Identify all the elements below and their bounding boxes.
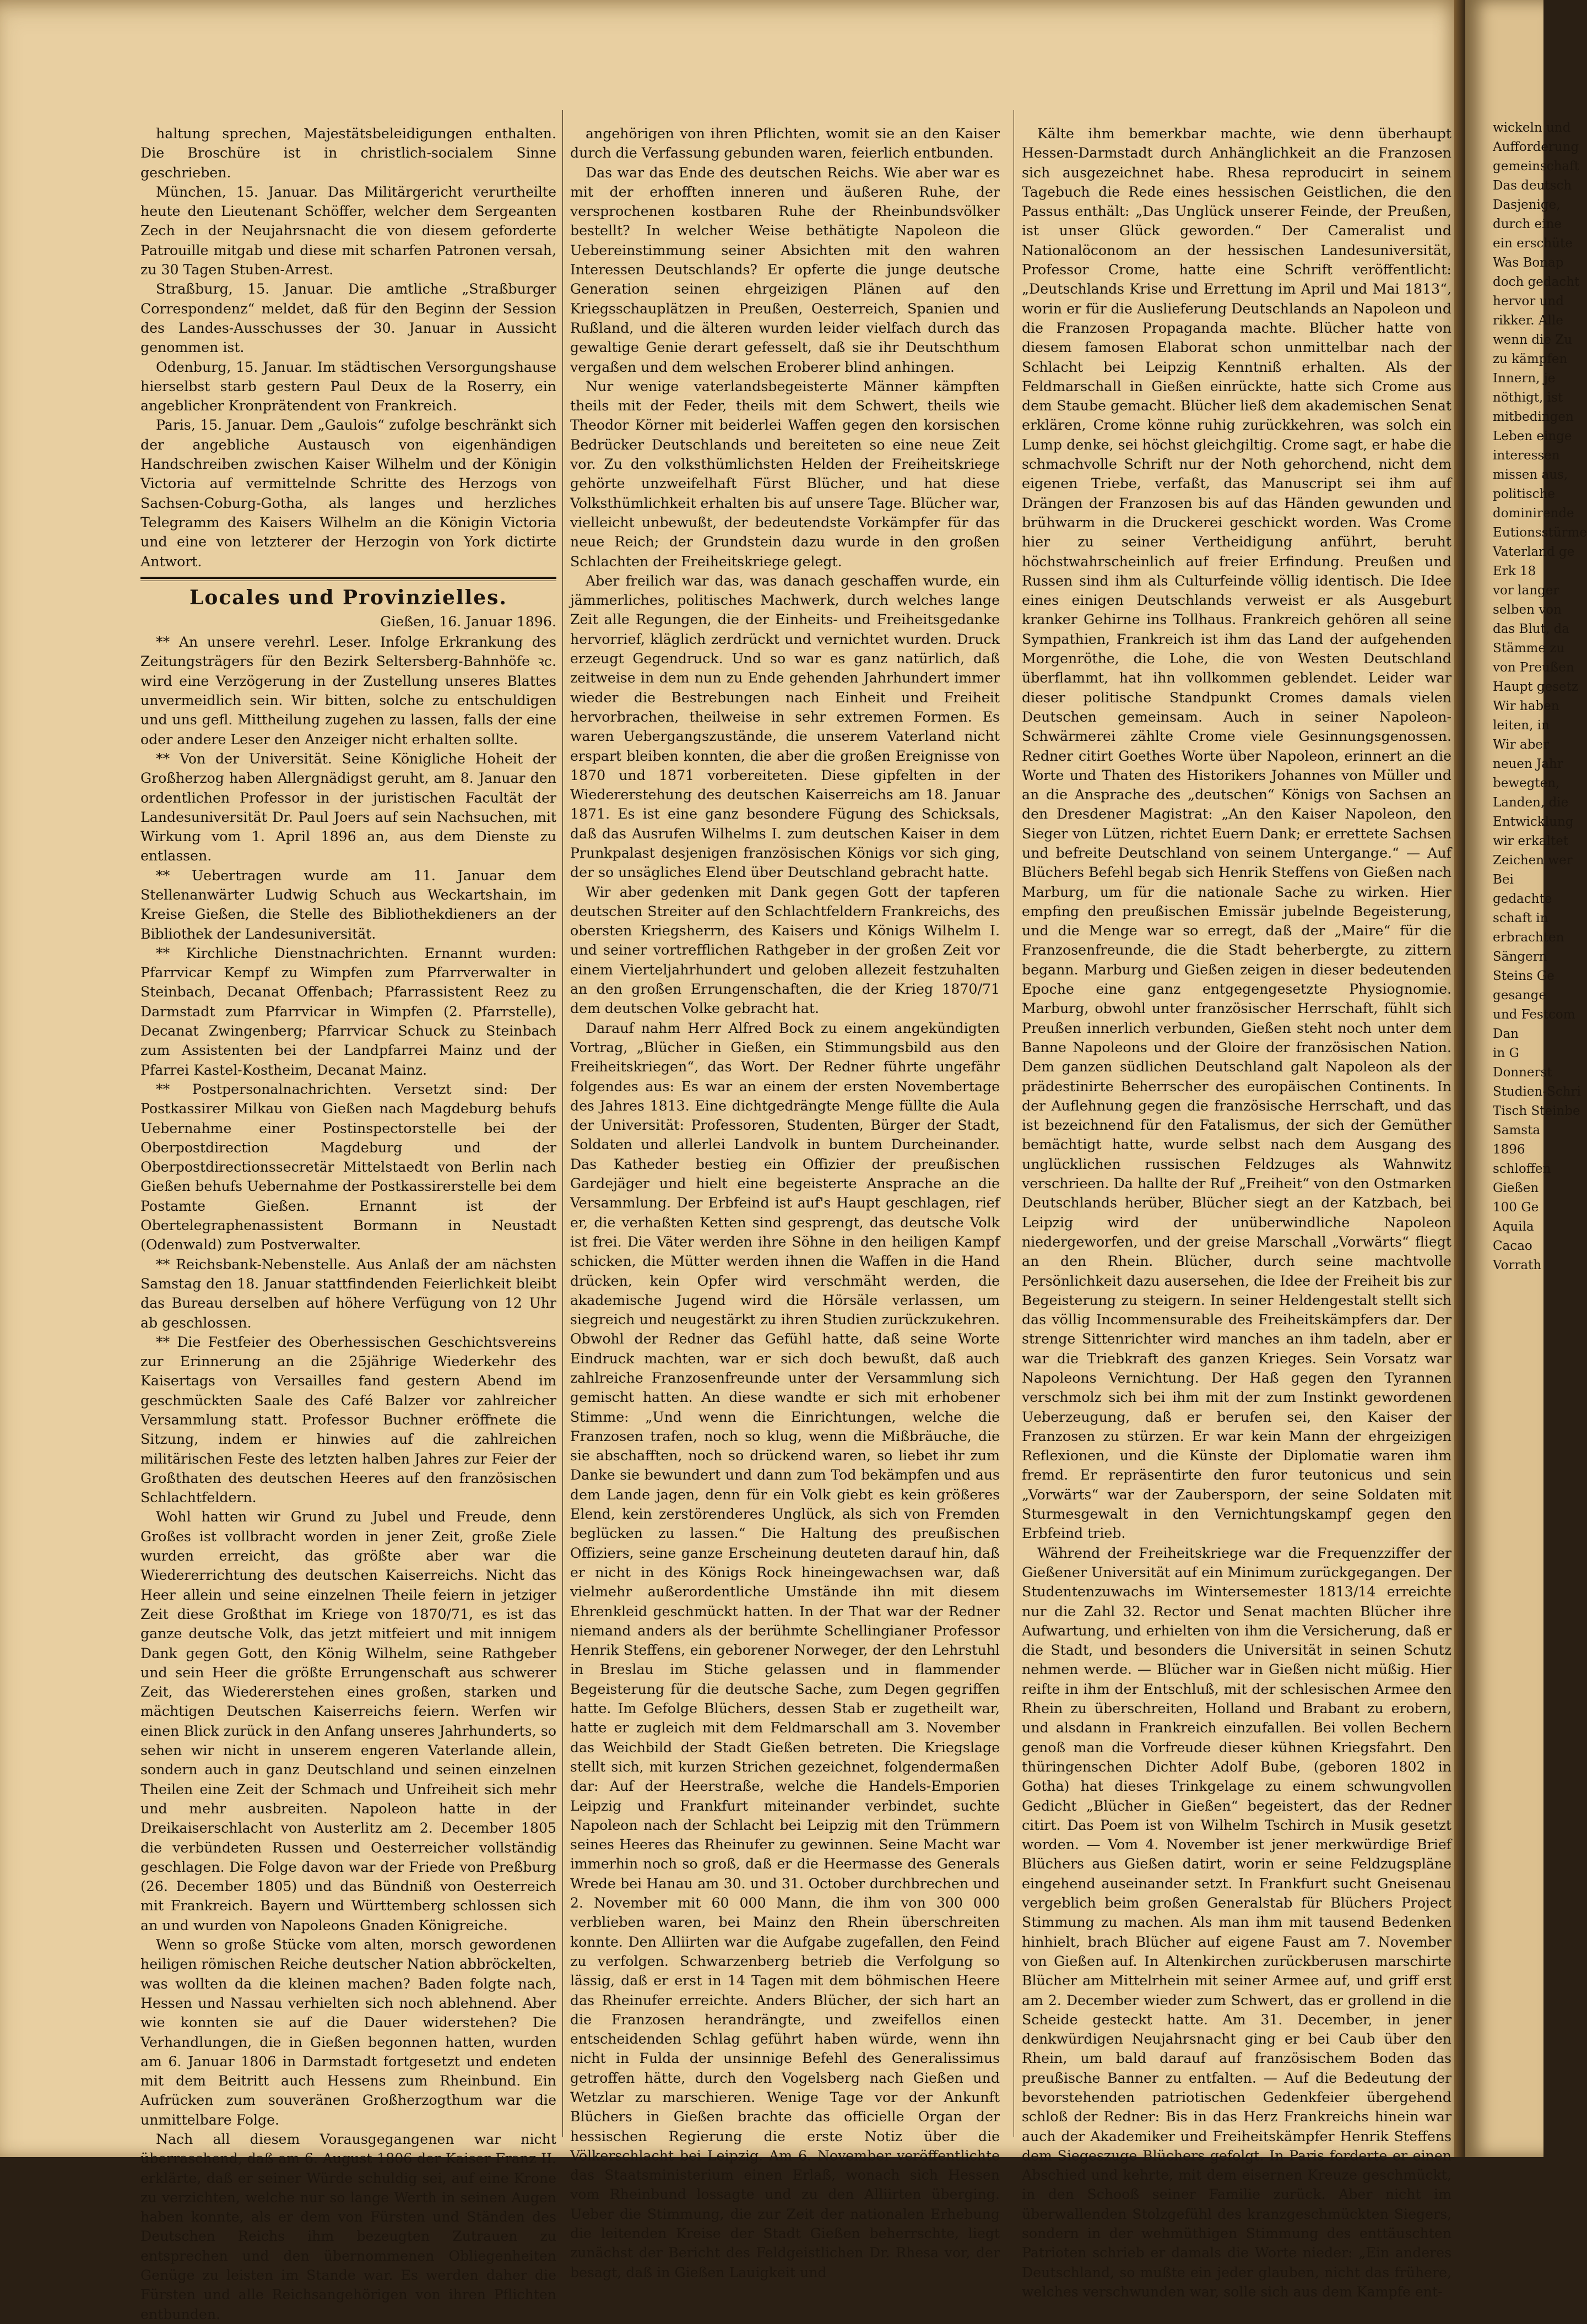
adjacent-page-fragment: und Festcom	[1493, 1007, 1575, 1022]
paragraph: Straßburg, 15. Januar. Die amtliche „Straßburger Correspondenz“ meldet, daß für den Beginn der Session des Landes-Ausschusses der 30. Januar in Aussicht genommen ist.	[140, 281, 556, 356]
adjacent-page-fragment: durch eine	[1493, 217, 1562, 231]
adjacent-page-fragment: in G	[1493, 1046, 1519, 1060]
adjacent-page-fragment: gesange	[1493, 988, 1546, 1003]
adjacent-page-fragment: 1896	[1493, 1142, 1525, 1157]
paragraph: Wir aber gedenken mit Dank gegen Gott der tapferen deutschen Streiter auf den Schlachtfeldern Frankreichs, des obersten Kriegsherrn, des Kaisers und Königs Wilhelm I. und seiner vortrefflichen Rathgeber in der großen Zeit vor einem Vierteljahrhundert und geloben allezeit festzuhalten an den großen Errungenschaften, die der Krieg 1870/71 dem deutschen Volke gebracht hat.	[570, 884, 1000, 1017]
adjacent-page-fragment: Haupt gesetz	[1493, 680, 1578, 694]
paragraph: Darauf nahm Herr Alfred Bock zu einem angekündigten Vortrag, „Blücher in Gießen, ein Stimmungsbild aus den Freiheitskriegen“, das Wort. Der Redner führte ungefähr folgendes aus: Es war an einem der ersten Novembertage des Jahres 1813. Eine dichtgedrängte Menge füllte die Aula der Universität: Professoren, Studenten, Bürger der Stadt, Soldaten und allerlei Landvolk in buntem Durcheinander. Das Katheder bestieg ein Offizier der preußischen Gardejäger und hielt eine begeisterte Ansprache an die Versammlung. Der Erbfeind ist auf's Haupt geschlagen, rief er, die verhaßten Ketten sind gesprengt, das deutsche Volk ist frei. Die Väter werden ihre Söhne in den heiligen Kampf schicken, die Mütter werden ihnen die Waffen in die Hand drücken, kein Opfer wird verschmäht werden, die akademische Jugend wird die Hörsäle verlassen, um siegreich und neugestärkt zu ihren Studien zurückzukehren. Obwohl der Redner das Gefühl hatte, daß seine Worte Eindruck machten, war er sich doch bewußt, daß auch zahlreiche Franzosenfreunde unter der Versammlung sich gemischt hatten. An diese wandte er sich mit erhobener Stimme: „Und wenn die Einrichtungen, welche die Franzosen trafen, noch so klug, wenn die Mißbräuche, die sie abschafften, noch so drückend waren, so liebet ihr zum Danke sie bewundert und dann zum Tod bekämpfen und aus dem Lande jagen, denn für ein Volk giebt es kein größeres Elend, kein zerstörenderes Unglück, als sich von Fremden beglücken zu lassen.“ Die Haltung des preußischen Offiziers, seine ganze Erscheinung deuteten darauf hin, daß er nicht in des Königs Rock hineingewachsen war, daß vielmehr außerordentliche Umstände ihn mit diesem Ehrenkleid geschmückt hatten. In der That war der Redner niemand anders als der berühmte Schellingianer Professor Henrik Steffens, ein geborener Norweger, der den Lehrstuhl in Breslau im Stiche gelassen und in flammender Begeisterung für die deutsche Sache, zum Degen gegriffen hatte. Im Gefolge Blüchers, dessen Stab er zugetheilt war, hatte er zugleich mit dem Feldmarschall am 3. November das Weichbild der Stadt Gießen betreten. Die Kriegslage stellt sich, mit kurzen Strichen gezeichnet, folgendermaßen dar: Auf der Heerstraße, welche die Handels-Emporien Leipzig und Frankfurt miteinander verbindet, suchte Napoleon nach der Schlacht bei Leipzig mit den Trümmern seines Heeres das Rheinufer zu gewinnen. Seine Macht war immerhin noch so groß, daß er die Heermasse des Generals Wrede bei Hanau am 30. und 31. October durchbrechen und 2. November mit 60 000 Mann, die ihm von 300 000 verblieben waren, bei Mainz den Rhein überschreiten konnte. Den Alliirten war die Aufgabe zugefallen, den Feind zu verfolgen. Schwarzenberg betrieb die Verfolgung so lässig, daß er erst in 14 Tagen mit dem böhmischen Heere das Rheinufer erreichte. Anders Blücher, der sich hart an die Franzosen herandrängte, und zweifellos einen entscheidenden Schlag geführt haben würde, wenn ihn nicht in Fulda der unsinnige Befehl des Generalissimus getroffen hätte, durch den Vogelsberg nach Gießen und Wetzlar zu marschieren. Wenige Tage vor der Ankunft Blüchers in Gießen brachte das officielle Organ der hessischen Regierung die erste Notiz über die Völkerschlacht bei Leipzig. Am 6. November veröffentlichte das Staatsministerium einen Erlaß, wonach sich Hessen vom Rheinbund lossagte und zu den Alliirten überging. Ueber die Stimmung, die zur Zeit der nationalen Erhebung die leitenden Kreise der Stadt Gießen beherrschte, liegt zunächst der Bericht des Feldgeistlichen Dr. Rhesa vor, der besagt, daß in Gießen Lauigkeit und	[570, 1020, 1000, 2280]
paragraph: Aber freilich war das, was danach geschaffen wurde, ein jämmerliches, politisches Machwerk, durch welches lange Zeit alle Regungen, die der Einheits- und Freiheitsgedanke hervorrief, kläglich zerdrückt und vernichtet wurden. Druck erzeugt Gegendruck. Und so war es ganz natürlich, daß zeitweise in dem nun zu Ende gehenden Jahrhundert immer wieder die Bestrebungen nach Einheit und Freiheit hervorbrachen, theilweise in sehr extremen Formen. Es waren Uebergangszustände, die unserem Vaterland nicht erspart bleiben konnten, die aber die großen Ereignisse von 1870 und 1871 vorbereiteten. Diese gipfelten in der Wiedererstehung des deutschen Kaiserreichs am 18. Januar 1871. Es ist eine ganz besondere Fügung des Schicksals, daß das Ausrufen Wilhelms I. zum deutschen Kaiser in dem Prunkpalast desjenigen französischen Königs vor sich ging, der so unsägliches Elend über Deutschland gebracht hatte.	[570, 572, 1000, 881]
adjacent-page-fragment: Innern, je	[1493, 371, 1556, 386]
adjacent-page-fragment: mitbedingen	[1493, 410, 1574, 424]
adjacent-page-fragment: Das deutsch	[1493, 178, 1572, 193]
paragraph: ** Kirchliche Dienstnachrichten. Ernannt wurden: Pfarrvicar Kempf zu Wimpfen zum Pfarrverwalter in Steinbach, Decanat Offenbach; Pfarrassistent Reez zu Darmstadt zum Pfarrvicar in Wimpfen (2. Pfarrstelle), Decanat Zwingenberg; Pfarrvicar Schuck zu Steinbach zum Assistenten bei der Landpfarrei Mainz und der Pfarrei Kastel-Kostheim, Decanat Mainz.	[140, 945, 556, 1078]
column-1-news-items	[140, 124, 556, 571]
adjacent-page-fragment: wenn die Zu	[1493, 333, 1573, 347]
paragraph: ** Postpersonalnachrichten. Versetzt sind: Der Postkassirer Milkau von Gießen nach Magdeburg behufs Uebernahme einer Postinspectorstelle bei der Oberpostdirection Magdeburg und der Oberpostdirectionssecretär Mittelstaedt von Berlin nach Gießen behufs Uebernahme der Postkassirerstelle bei dem Postamte Gießen. Ernannt ist der Obertelegraphenassistent Bormann in Neustadt (Odenwald) zum Postverwalter.	[140, 1081, 556, 1253]
adjacent-page-fragment: Landen, die	[1493, 795, 1569, 810]
adjacent-page-fragment: Zeichen wer	[1493, 853, 1573, 868]
adjacent-page-fragment: Cacao	[1493, 1239, 1532, 1253]
adjacent-page-fragment: Tisch Steinbe	[1493, 1104, 1580, 1118]
paragraph: ** Uebertragen wurde am 11. Januar dem Stellenanwärter Ludwig Schuch aus Weckartshain, im Kreise Gießen, die Stelle des Bibliothekdieners an der Bibliothek der Landesuniversität.	[140, 867, 556, 942]
adjacent-page-fragment: Aquila	[1493, 1220, 1534, 1234]
adjacent-page-fragment: nöthigt, ist	[1493, 391, 1563, 405]
column-2	[570, 124, 1000, 2280]
adjacent-page-fragment: Vaterland ge	[1493, 545, 1575, 559]
column-2-article	[570, 124, 1000, 2282]
adjacent-page-fragment: Studien-Schri	[1493, 1085, 1581, 1099]
adjacent-page-fragment: gemeinschaft	[1493, 159, 1579, 174]
adjacent-page-fragment: ein erschüte	[1493, 236, 1573, 251]
adjacent-page-fragment: das Blut, da	[1493, 622, 1569, 636]
adjacent-page-fragment: Sängern	[1493, 950, 1547, 964]
adjacent-page-fragment: schaft in	[1493, 911, 1548, 925]
adjacent-page-fragment: gedachte	[1493, 892, 1552, 906]
adjacent-page-fragment: Dasjenige,	[1493, 198, 1561, 212]
adjacent-page-fragment: Eutionsstürme	[1493, 526, 1587, 540]
adjacent-page-fragment: dominirende	[1493, 506, 1574, 521]
section-rule	[140, 577, 556, 581]
adjacent-page-fragment: Was Bonap	[1493, 256, 1564, 270]
column-3-article	[1022, 124, 1451, 2301]
paragraph: ** An unsere verehrl. Leser. Infolge Erkrankung des Zeitungsträgers für den Bezirk Seltersberg-Bahnhöfe ꝛc. wird eine Verzögerung in der Zustellung unseres Blattes unvermeidlich sein. Wir bitten, solche zu entschuldigen und uns gefl. Mittheilung zugehen zu lassen, falls der eine oder andere Leser den Anzeiger nicht erhalten sollte.	[140, 634, 556, 747]
adjacent-page-fragment: Wir aber	[1493, 738, 1549, 752]
column-1-local-news	[140, 632, 556, 2324]
paragraph: ** Von der Universität. Seine Königliche Hoheit der Großherzog haben Allergnädigst geruht, am 8. Januar den ordentlichen Professor in der juristischen Facultät der Landesuniversität Dr. Paul Joers auf sein Nachsuchen, mit Wirkung vom 1. April 1896 an, aus dem Dienste zu entlassen.	[140, 750, 556, 864]
adjacent-page-fragment: zu kämpfen	[1493, 352, 1568, 366]
dateline: Gießen, 16. Januar 1896.	[380, 613, 556, 630]
paragraph: ** Die Festfeier des Oberhessischen Geschichtsvereins zur Erinnerung an die 25jährige Wiederkehr des Kaisertags von Versailles fand gestern Abend im geschmückten Saale des Café Balzer vor zahlreicher Versammlung statt. Professor Buchner eröffnete die Sitzung, indem er hinwies auf die zahlreichen militärischen Feste des letzten halben Jahres zur Feier der Großthaten des deutschen Heeres auf den französischen Schlachtfeldern.	[140, 1334, 556, 1506]
adjacent-page-fragment: erbrachten	[1493, 930, 1564, 945]
adjacent-page-fragment: bewegten,	[1493, 776, 1560, 790]
adjacent-page-fragment: missen aus,	[1493, 468, 1568, 482]
adjacent-page-edge	[1465, 0, 1587, 2157]
adjacent-page-fragment: Dan	[1493, 1027, 1519, 1041]
column-1	[140, 124, 556, 2322]
adjacent-page-fragment: Leben einge	[1493, 429, 1572, 443]
adjacent-page-fragment: Steins Ge	[1493, 969, 1554, 983]
adjacent-page-fragment: Wir haben	[1493, 699, 1559, 713]
adjacent-page-fragment: Gießen	[1493, 1181, 1539, 1195]
paragraph: München, 15. Januar. Das Militärgericht verurtheilte heute den Lieutenant Schöffer, welcher dem Sergeanten Zech in der Neujahrsnacht die von diesem geforderte Patrouille mitgab und diese mit scharfen Patronen versah, zu 30 Tagen Stuben-Arrest.	[140, 183, 556, 278]
adjacent-page-fragment: Donnerst	[1493, 1065, 1552, 1080]
adjacent-page-fragment: Vorrath	[1493, 1258, 1542, 1272]
adjacent-page-text	[1493, 118, 1587, 1275]
section-heading: Locales und Provinzielles.	[189, 586, 507, 609]
paragraph: Kälte ihm bemerkbar machte, wie denn überhaupt Hessen-Darmstadt durch Anhänglichkeit an die Franzosen sich ausgezeichnet habe. Rhesa reproducirt in seinem Tagebuch die Rede eines hessischen Geistlichen, die den Passus enthält: „Das Unglück unserer Feinde, der Preußen, ist unser Glück geworden.“ Der Cameralist und Nationalöconom an der hessischen Landesuniversität, Professor Crome, hatte eine Schrift veröffentlicht: „Deutschlands Krise und Errettung im April und Mai 1813“, worin er für die Auslieferung Deutschlands an Napoleon und die Franzosen Propaganda machte. Blücher hatte von diesem famosen Elaborat schon unmittelbar nach der Schlacht bei Leipzig Kenntniß erhalten. Als der Feldmarschall in Gießen einrückte, hatte sich Crome aus dem Staube gemacht. Blücher ließ dem akademischen Senat erklären, Crome könne ruhig zurückkehren, was solch ein Lump denke, sei höchst gleichgiltig. Crome sagt, er habe die schmachvolle Schrift nur der Noth gehorchend, nicht dem eigenen Triebe, verfaßt, das Manuscript sei ihm auf Drängen der Franzosen bis auf das Händen gewunden und brühwarm in die Druckerei geschickt worden. Was Crome hier zu seiner Vertheidigung anführt, beruht höchstwahrscheinlich auf freier Erfindung. Preußen und Russen sind ihm als Culturfeinde völlig identisch. Die Idee eines einigen Deutschlands verweist er als Ausgeburt kranker Gehirne ins Tollhaus. Frankreich gehören all seine Sympathien, Frankreich ist ihm das Land der aufgehenden Morgenröthe, die Lohe, die von Westen Deutschland überflammt, hat ihn vollkommen geblendet. Leider war dieser politische Standpunkt Cromes damals vielen Deutschen gemeinsam. Auch in seiner Napoleon-Schwärmerei zählte Crome viele Gesinnungsgenossen. Redner citirt Goethes Worte über Napoleon, erinnert an die Worte und Thaten des Historikers Johannes von Müller und an die Ansprache des „deutschen“ Königs von Sachsen an den Dresdener Magistrat: „An den Kaiser Napoleon, den Sieger von Lützen, richtet Euern Dank; er errettete Sachsen und befreite Deutschland von seinem Untergange.“ — Auf Blüchers Befehl begab sich Henrik Steffens von Gießen nach Marburg, um für die nationale Sache zu wirken. Hier empfing den preußischen Emissär jubelnde Begeisterung, und die Menge war so erregt, daß der „Maire“ für die Franzosenfreunde, die die Stadt beherbergte, zu zittern begann. Marburg und Gießen zeigen in dieser bedeutenden Epoche eine ganz entgegengesetzte Physiognomie. Marburg, obwohl unter französischer Herrschaft, fühlt sich Preußen innerlich verbunden, Gießen steht noch unter dem Banne Napoleons und der Gloire der französischen Nation. Dem ganzen südlichen Deutschland galt Napoleon als der prädestinirte Beherrscher des europäischen Continents. In der Auflehnung gegen die französische Herrschaft, und das ist bezeichnend für den Fatalismus, der sich der Gemüther bemächtigt hatte, wurde selbst nach dem Ausgang des unglücklichen russischen Feldzuges als Wahnwitz verschrieen. Da hallte der Ruf „Freiheit“ von den Ostmarken Deutschlands herüber, Blücher siegt an der Katzbach, bei Leipzig wird der unüberwindliche Napoleon niedergeworfen, und der greise Marschall „Vorwärts“ fliegt an den Rhein. Blücher, durch seine machtvolle Persönlichkeit dazu ausersehen, die Idee der Freiheit bis zur Begeisterung zu steigern. In seiner Heldengestalt stellt sich das völlig Incommensurable des Freiheitskämpfers dar. Der strenge Sittenrichter wird manches an ihm tadeln, aber er war die Triebkraft des ganzen Krieges. Sein Vorsatz war Napoleons Vernichtung. Der Haß gegen den Tyrannen verschmolz sich bei ihm mit der zum Instinkt gewordenen Ueberzeugung, daß er berufen sei, den Kaiser der Franzosen zu stürzen. Er war kein Mann der ehrgeizigen Reflexionen, und die Künste der Diplomatie waren ihm fremd. Er repräsentirte den furor teutonicus und sein „Vorwärts“ war der Zaubersporn, der seine Soldaten mit Sturmesgewalt in den Vernichtungskampf gegen den Erbfeind trieb.	[1022, 126, 1451, 1542]
adjacent-page-fragment: Erk 18	[1493, 564, 1536, 578]
paragraph: Das war das Ende des deutschen Reichs. Wie aber war es mit der erhofften inneren und äußeren Ruhe, der versprochenen kostbaren Ruhe der Rheinbundsvölker bestellt? In welcher Weise bethätigte Napoleon die Uebereinstimmung seiner Absichten mit den wahren Interessen Deutschlands? Er opferte die junge deutsche Generation seinen ehrgeizigen Plänen auf den Kriegsschauplätzen in Preußen, Oesterreich, Spanien und Rußland, und die älteren wurden leider vielfach durch das gewaltige Genie derart gefesselt, daß sie ihr Deutschthum vergaßen und dem welschen Eroberer blind anhingen.	[570, 164, 1000, 375]
adjacent-page-fragment: von Preußen	[1493, 660, 1574, 675]
adjacent-page-fragment: wickeln und	[1493, 121, 1571, 135]
paragraph: Wohl hatten wir Grund zu Jubel und Freude, denn Großes ist vollbracht worden in jener Zeit, große Ziele wurden erreicht, das größte aber war die Wiedererrichtung des deutschen Kaiserreichs. Nicht das Heer allein und seine einzelnen Theile feiern in jetziger Zeit diese Großthat im Kriege von 1870/71, es ist das ganze deutsche Volk, das jetzt mitfeiert und mit innigem Dank gegen Gott, den König Wilhelm, seine Rathgeber und sein Heer die größte Errungenschaft aus schwerer Zeit, das Wiedererstehen eines großen, starken und mächtigen Deutschen Kaiserreichs feiern. Werfen wir einen Blick zurück in den Anfang unseres Jahrhunderts, so sehen wir nicht in unserem engeren Vaterlande allein, sondern auch in ganz Deutschland und seinen einzelnen Theilen eine Zeit der Schmach und Unfreiheit sich mehr und mehr ausbreiten. Napoleon hatte in der Dreikaiserschlacht von Austerlitz am 2. December 1805 die verbündeten Russen und Oesterreicher vollständig geschlagen. Die Folge davon war der Friede von Preßburg (26. December 1805) und das Bündniß von Oesterreich mit Frankreich. Bayern und Württemberg schlossen sich an und wurden von Napoleons Gnaden Königreiche.	[140, 1509, 556, 1933]
adjacent-page-fragment: hervor und	[1493, 294, 1564, 308]
paragraph: ** Reichsbank-Nebenstelle. Aus Anlaß der am nächsten Samstag den 18. Januar stattfindenden Feierlichkeit bleibt das Bureau derselben auf höhere Verfügung von 12 Uhr ab geschlossen.	[140, 1256, 556, 1331]
adjacent-page-fragment: neuen Jahr	[1493, 757, 1563, 771]
paragraph: haltung sprechen, Majestätsbeleidigungen enthalten. Die Broschüre ist in christlich-socialem Sinne geschrieben.	[140, 126, 556, 181]
paragraph: angehörigen von ihren Pflichten, womit sie an den Kaiser durch die Verfassung gebunden waren, feierlich entbunden.	[570, 126, 1000, 161]
paragraph: Während der Freiheitskriege war die Frequenzziffer der Gießener Universität auf ein Minimum zurückgegangen. Der Studentenzuwachs im Wintersemester 1813/14 erreichte nur die Zahl 32. Rector und Senat machten Blücher ihre Aufwartung, und erhielten von ihm die Versicherung, daß er die Stadt, und besonders die Universität in seinen Schutz nehmen werde. — Blücher war in Gießen nicht müßig. Hier reifte in ihm der Entschluß, mit der schlesischen Armee den Rhein zu überschreiten, Holland und Brabant zu erobern, und alsdann in Frankreich einzufallen. Bei vollen Bechern genoß man die Vorfreude dieser kühnen Kriegsfahrt. Den thüringenschen Dichter Adolf Bube, (geboren 1802 in Gotha) hat dieses Trinkgelage zu einem schwungvollen Gedicht „Blücher in Gießen“ begeistert, das der Redner citirt. Das Poem ist von Wilhelm Tschirch in Musik gesetzt worden. — Vom 4. November ist jener merkwürdige Brief Blüchers aus Gießen datirt, worin er seine Feldzugspläne eingehend auseinander setzt. In Frankfurt sucht Gneisenau vergeblich beim großen Generalstab für Blüchers Project Stimmung zu machen. Als man ihm mit tausend Bedenken hinhielt, brach Blücher auf eigene Faust am 7. November von Gießen auf. In Altenkirchen zurückberusen marschirte Blücher am Mittelrhein mit seiner Armee auf, und griff erst am 2. December wieder zum Schwert, das er grollend in die Scheide gesteckt hatte. Am 31. December, in jener denkwürdigen Neujahrsnacht ging er bei Caub über den Rhein, um bald darauf auf französischem Boden das preußische Banner zu entfalten. — Auf die Bedeutung der bevorstehenden patriotischen Gedenkfeier übergehend schloß der Redner: Bis in das Herz Frankreichs hinein war auch der Akademiker und Freiheitskämpfer Henrik Steffens dem Siegeszuge Blüchers gefolgt. In Paris forderte er einen Abschied und kehrte, mit dem eisernen Kreuze geschmückt, in den Schooß seiner Familie zurück. Aber nicht im überwallenden Stolzgefühl des kranzgeschmückten Siegers, sondern in der wehmüthigen Stimmung des enttäuschten Patrioten schrieb er damals die Worte nieder: „Ein anderes Deutschland, so mußte ein jeder glauben, nicht das frühere, welches verschwunden war, solle sich aus dem Kampfe ent-	[1022, 1545, 1451, 2300]
adjacent-page-fragment: 100 Ge	[1493, 1200, 1539, 1215]
column-3	[1022, 124, 1451, 2300]
adjacent-page-fragment: selben von	[1493, 603, 1562, 617]
adjacent-page-fragment: Aufforderung	[1493, 140, 1579, 154]
adjacent-page-fragment: schloffen	[1493, 1162, 1551, 1176]
adjacent-page-fragment: Entwicklung	[1493, 815, 1574, 829]
adjacent-page-fragment: leiten, in	[1493, 718, 1550, 733]
adjacent-page-fragment: vor langer	[1493, 583, 1559, 598]
adjacent-page-fragment: politische	[1493, 487, 1555, 501]
paragraph: Odenburg, 15. Januar. Im städtischen Versorgungshause hierselbst starb gestern Paul Deux de la Roserry, ein angeblicher Kronprätendent von Frankreich.	[140, 359, 556, 414]
adjacent-page-fragment: Bei	[1493, 873, 1514, 887]
paragraph: Paris, 15. Januar. Dem „Gaulois“ zufolge beschränkt sich der angebliche Austausch von eigenhändigen Handschreiben zwischen Kaiser Wilhelm und der Königin Victoria auf vermittelnde Schritte des Herzogs von Sachsen-Coburg-Gotha, als langes und herzliches Telegramm des Kaisers Wilhelm an die Königin Victoria und eine von letzterer der Herzogin von York dictirte Antwort.	[140, 417, 556, 570]
paragraph: Wenn so große Stücke vom alten, morsch gewordenen heiligen römischen Reiche deutscher Nation abbröckelten, was wollten da die kleinen machen? Baden folgte nach, Hessen und Nassau verhielten sich noch ablehnend. Aber wie konnten sie auf die Dauer widerstehen? Die Verhandlungen, die in Gießen begonnen hatten, wurden am 6. Januar 1806 in Darmstadt fortgesetzt und endeten mit dem Beitritt auch Hessens zum Rheinbund. Ein Aufrücken zum souveränen Großherzogthum war die unmittelbare Folge.	[140, 1937, 556, 2128]
paragraph: Nach all diesem Vorausgegangenen war nicht überraschend, daß am 6. August 1806 der Kaiser Franz II. erklärte, daß er seiner Würde schuldig sei, auf eine Krone zu verzichten, welche nur so lange Werth in seinen Augen haben konnte, als er dem von Fürsten und Ständen des Deutschen Reichs ihm bezeugten Zutrauen zu entsprechen und den übernommenen Obliegenheiten Genüge zu leisten im Stande war. Es werden daher die Fürsten und alle Reichsangehörigen von ihren Pflichten entbunden.	[140, 2131, 556, 2322]
adjacent-page-fragment: interessen	[1493, 448, 1560, 463]
column-separator	[562, 110, 563, 2137]
adjacent-page-fragment: doch gedacht	[1493, 275, 1580, 289]
adjacent-page-fragment: Samsta	[1493, 1123, 1541, 1137]
adjacent-page-fragment: Stämme zu	[1493, 641, 1565, 656]
paragraph: Nur wenige vaterlandsbegeisterte Männer kämpften theils mit der Feder, theils mit dem Schwert, theils wie Theodor Körner mit beiderlei Waffen gegen den korsischen Bedrücker Deutschlands und bereiteten so eine neue Zeit vor. Zu den volksthümlichsten Helden der Freiheitskriege gehörte unzweifelhaft Fürst Blücher, und hat diese Volksthümlichkeit erhalten bis auf unsere Tage. Blücher war, vielleicht unbewußt, der bedeutendste Vorkämpfer für das neue Reich; der Grundstein dazu wurde in den großen Schlachten der Freiheitskriege gelegt.	[570, 378, 1000, 570]
adjacent-page-fragment: wir erkaltet	[1493, 834, 1569, 848]
adjacent-page-fragment: rikker. Alle	[1493, 313, 1563, 328]
